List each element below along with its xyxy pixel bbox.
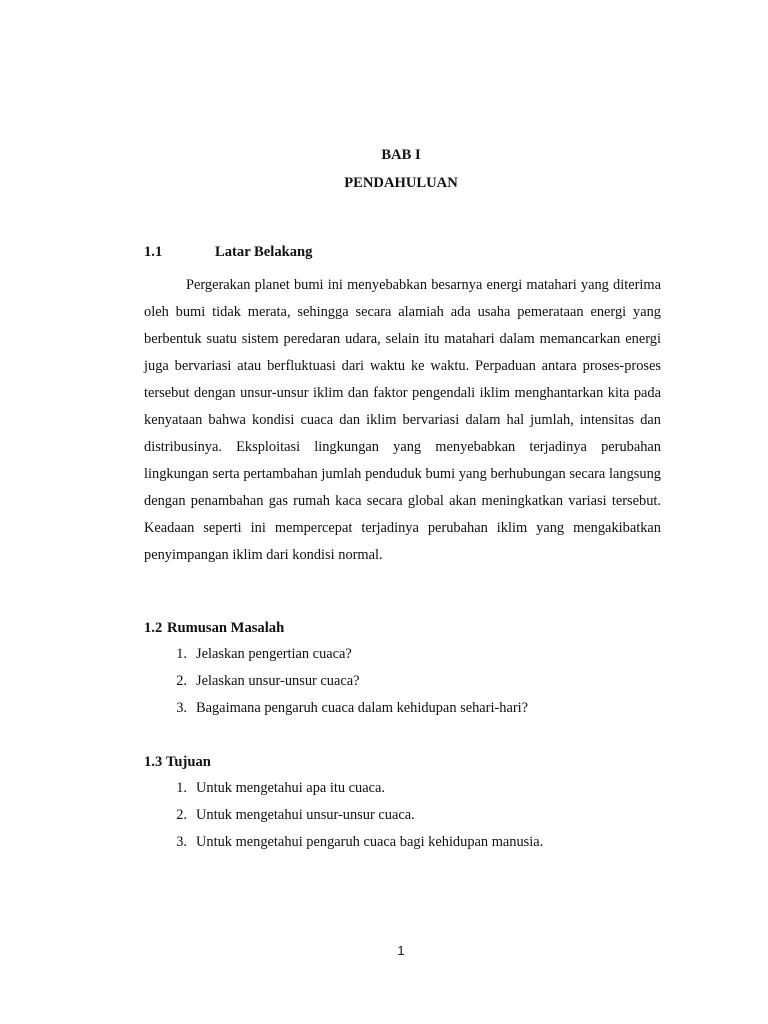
list-item [144,829,543,856]
problem-list [144,641,528,722]
background-paragraph: Pergerakan planet bumi ini menyebabkan besarnya energi matahari yang diterima oleh bumi tidak merata, sehingga secara alamiah ada usaha pemerataan energi yang berbentuk suatu sistem peredaran udara, selain itu matahari dalam memancarkan energi juga bervariasi atau berfluktuasi dari waktu ke waktu. Perpaduan antara proses-proses tersebut dengan unsur-unsur iklim dan faktor pengendali iklim menghantarkan kita pada kenyataan bahwa kondisi cuaca dan iklim bervariasi dalam hal jumlah, intensitas dan distribusinya. Eksploitasi lingkungan yang menyebabkan terjadinya perubahan lingkungan serta pertambahan jumlah penduduk bumi yang berhubungan secara langsung dengan penambahan gas rumah kaca secara global akan meningkatkan variasi tersebut. Keadaan seperti ini mempercepat terjadinya perubahan iklim yang mengakibatkan penyimpangan iklim dari kondisi normal. [144,277,661,563]
chapter-label: BAB I [381,147,421,163]
list-item [144,802,543,829]
section-heading-rumusan-masalah [144,620,284,637]
list-item [144,775,543,802]
list-number: 1. [176,646,187,662]
section-number: 1.2 [144,620,163,636]
section-title: Latar Belakang [215,244,313,260]
list-text: Jelaskan unsur-unsur cuaca? [196,673,360,689]
list-text: Bagaimana pengaruh cuaca dalam kehidupan sehari-hari? [196,700,529,716]
list-text: Untuk mengetahui unsur-unsur cuaca. [196,807,415,823]
list-item [144,641,528,668]
list-text: Jelaskan pengertian cuaca? [196,646,352,662]
section-number: 1.1 [144,244,163,260]
page-number: 1 [397,943,405,958]
list-number: 2. [176,807,187,823]
list-text: Untuk mengetahui pengaruh cuaca bagi kehidupan manusia. [196,834,544,850]
section-title: Tujuan [166,754,211,770]
list-number: 3. [176,700,187,716]
list-item [144,695,528,722]
list-number: 2. [176,673,187,689]
list-text: Untuk mengetahui apa itu cuaca. [196,780,386,796]
chapter-title: PENDAHULUAN [344,175,458,191]
section-heading-tujuan [144,754,211,771]
list-number: 3. [176,834,187,850]
list-number: 1. [176,780,187,796]
section-number: 1.3 [144,754,163,770]
section-title: Rumusan Masalah [167,620,285,636]
list-item [144,668,528,695]
section-heading-latar-belakang [144,244,312,261]
objective-list [144,775,543,856]
